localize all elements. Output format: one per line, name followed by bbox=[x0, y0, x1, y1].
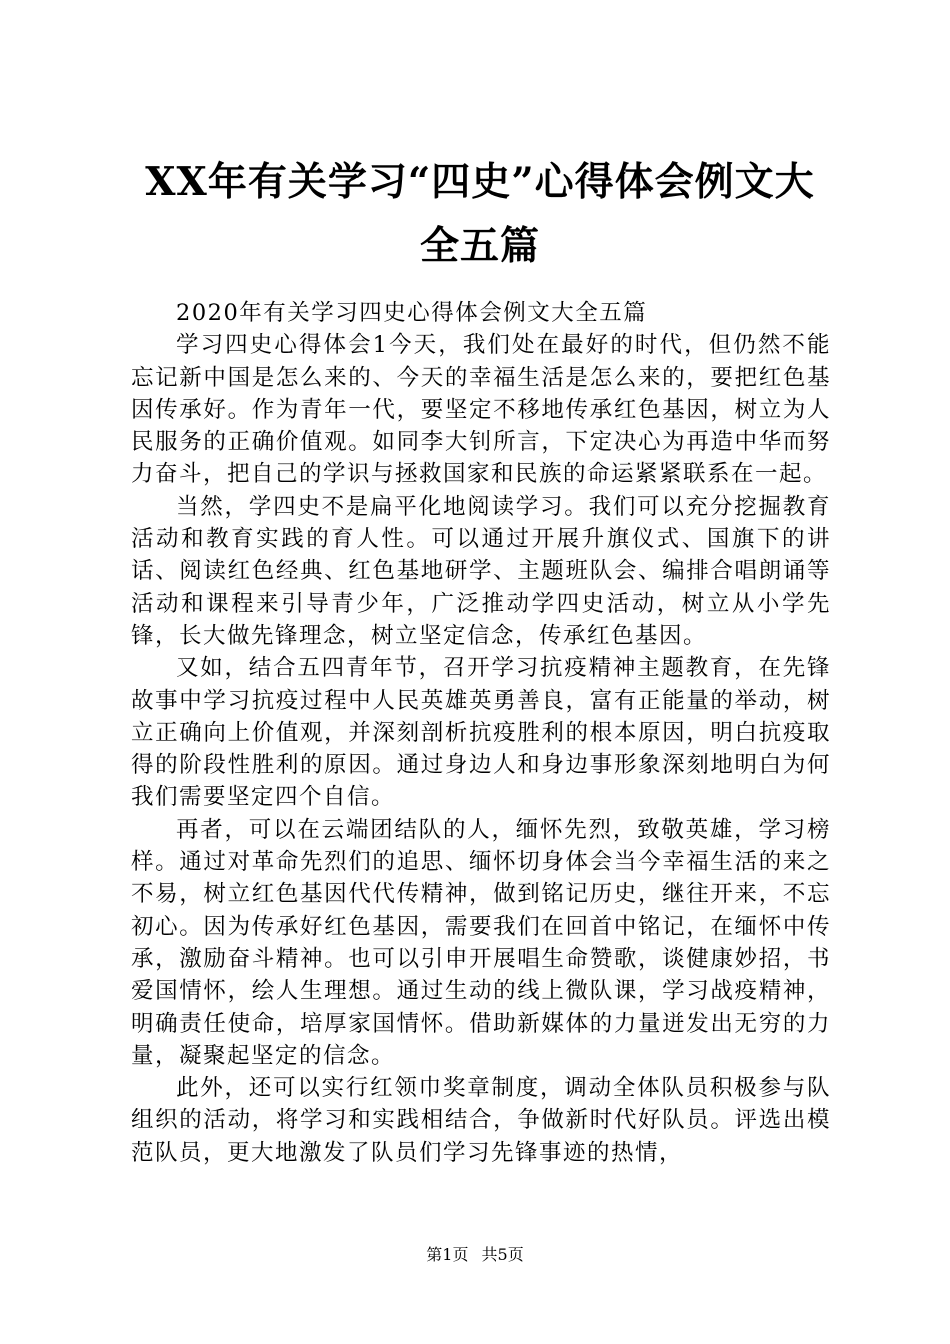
paragraph: 当然，学四史不是扁平化地阅读学习。我们可以充分挖掘教育活动和教育实践的育人性。可以通过开展升旗仪式、国旗下的讲话、阅读红色经典、红色基地研学、主题班队会、编排合唱朗诵等活动和课程来引导青少年，广泛推动学四史活动，树立从小学先锋，长大做先锋理念，树立坚定信念，传承红色基因。 bbox=[131, 493, 831, 649]
page-footer bbox=[0, 1244, 950, 1266]
document-body bbox=[131, 297, 831, 1169]
paragraph: 又如，结合五四青年节，召开学习抗疫精神主题教育，在先锋故事中学习抗疫过程中人民英雄英勇善良，富有正能量的举动，树立正确向上价值观，并深刻剖析抗疫胜利的根本原因，明白抗疫取得的阶段性胜利的原因。通过身边人和身边事形象深刻地明白为何我们需要坚定四个自信。 bbox=[131, 655, 831, 811]
paragraph: 此外，还可以实行红领巾奖章制度，调动全体队员积极参与队组织的活动，将学习和实践相结合，争做新时代好队员。评选出模范队员，更大地激发了队员们学习先锋事迹的热情， bbox=[131, 1075, 831, 1166]
page-total: 共5页 bbox=[481, 1245, 524, 1264]
page-number: 第1页 bbox=[426, 1245, 469, 1264]
paragraph: 再者，可以在云端团结队的人，缅怀先烈，致敬英雄，学习榜样。通过对革命先烈们的追思、缅怀切身体会当今幸福生活的来之不易，树立红色基因代代传精神，做到铭记历史，继往开来，不忘初心。因为传承好红色基因，需要我们在回首中铭记，在缅怀中传承，激励奋斗精神。也可以引申开展唱生命赞歌，谈健康妙招，书爱国情怀，绘人生理想。通过生动的线上微队课，学习战疫精神，明确责任使命，培厚家国情怀。借助新媒体的力量迸发出无穷的力量，凝聚起坚定的信念。 bbox=[131, 816, 831, 1069]
paragraph: 学习四史心得体会1今天，我们处在最好的时代，但仍然不能忘记新中国是怎么来的、今天的幸福生活是怎么来的，要把红色基因传承好。作为青年一代，要坚定不移地传承红色基因，树立为人民服务的正确价值观。如同李大钊所言，下定决心为再造中华而努力奋斗，把自己的学识与拯救国家和民族的命运紧紧联系在一起。 bbox=[131, 332, 831, 488]
document-title: XX年有关学习“四史”心得体会例文大全五篇 bbox=[145, 159, 815, 269]
paragraph-subtitle: 2020年有关学习四史心得体会例文大全五篇 bbox=[176, 300, 648, 326]
